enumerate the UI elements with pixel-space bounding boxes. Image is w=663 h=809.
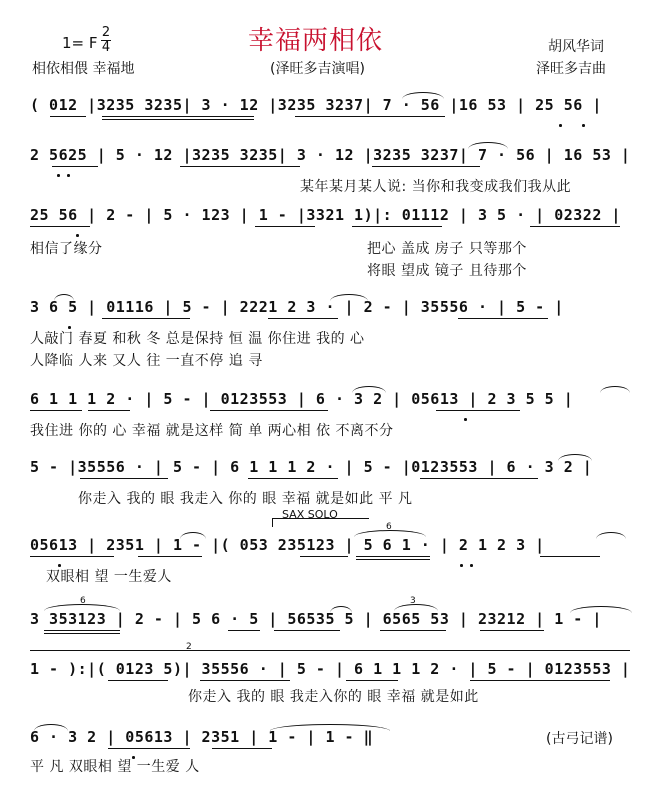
tuplet-marker: 6: [386, 522, 392, 532]
tuplet-marker: 2: [186, 642, 192, 652]
notation-line: 6 · 3 2 | 05613 | 2351 | 1 - | 1 - ‖: [30, 728, 374, 746]
notation-line: ( 012 |3235 3235| 3 · 12 |3235 3237| 7 · 56 |16 53 | 25 56 |: [30, 96, 602, 114]
score-row-10: [0, 728, 663, 775]
lyric-line-1: 你走入 我的 眼 我走入 你的 眼 幸福 就是如此 平 凡: [78, 491, 413, 507]
score-row-6: [0, 458, 663, 507]
key-signature: 1= F: [62, 34, 98, 52]
time-signature: [101, 26, 111, 55]
performer: (泽旺多吉演唱): [270, 61, 365, 77]
lyricist: 胡风华词: [548, 39, 604, 55]
lyric-line-1: 平 凡 双眼相 望 一生爱 人: [30, 759, 200, 775]
transcriber-note: (古弓记谱): [546, 731, 613, 747]
tuplet-marker: 3: [410, 596, 416, 606]
subtitle-left: 相依相偎 幸福地: [32, 61, 135, 77]
lyric-line-1: 相信了缘分: [30, 241, 103, 257]
song-title: 幸福两相依: [248, 26, 384, 56]
score-row-1: [0, 96, 663, 136]
score-row-4: [0, 298, 663, 369]
score-row-7: [0, 522, 663, 585]
score-row-2: [0, 146, 663, 195]
notation-line: 2 5625 | 5 · 12 |3235 3235| 3 · 12 |3235 3237| 7 · 56 | 16 53 |: [30, 146, 631, 164]
notation-line: 3 353123 | 2 - | 5 6 · 5 | 56535 5 | 6565 53 | 23212 | 1 - |: [30, 610, 602, 628]
lyric-line-1: 你走入 我的 眼 我走入你的 眼 幸福 就是如此: [188, 689, 479, 705]
lyric-line-1: 某年某月某人说: 当你和我变成我们我从此: [300, 179, 572, 195]
score-row-8: [0, 596, 663, 650]
time-denominator: 4: [101, 40, 111, 55]
notation-line: 6 1 1 1 2 · | 5 - | 0123553 | 6 · 3 2 | 05613 | 2 3 5 5 |: [30, 390, 574, 408]
notation-line: 3 6 5 | 01116 | 5 - | 2221 2 3 · | 2 - | 35556 · | 5 - |: [30, 298, 564, 316]
notation-line: 5 - |35556 · | 5 - | 6 1 1 1 2 · | 5 - |0123553 | 6 · 3 2 |: [30, 458, 593, 476]
score-row-9: [0, 660, 663, 705]
lyric-verse-2: 将眼 望成 镜子 且待那个: [367, 263, 527, 279]
notation-line: 1 - ):|( 0123 5)| 35556 · | 5 - | 6 1 1 1 2 · | 5 - | 0123553 |: [30, 660, 631, 678]
lyric-line-1: 我住进 你的 心 幸福 就是这样 简 单 两心相 依 不离不分: [30, 423, 394, 439]
lyric-verse-1: 把心 盖成 房子 只等那个: [367, 241, 527, 257]
lyric-line-1: 双眼相 望 一生爱人: [46, 569, 172, 585]
notation-line: 05613 | 2351 | 1 - |( 053 235123 | 5 6 1 · | 2 1 2 3 |: [30, 536, 545, 554]
time-numerator: 2: [101, 25, 111, 40]
tuplet-marker: 6: [80, 596, 86, 606]
lyric-verse-1: 人敲门 春夏 和秋 冬 总是保持 恒 温 你住进 我的 心: [30, 331, 365, 347]
notation-line: 25 56 | 2 - | 5 · 123 | 1 - |3321 1)|: 01112 | 3 5 · | 02322 |: [30, 206, 621, 224]
score-row-5: [0, 390, 663, 439]
composer: 泽旺多吉曲: [536, 61, 606, 77]
section-label: SAX SOLO: [282, 508, 338, 521]
lyric-verse-2: 人降临 人来 又人 往 一直不停 追 寻: [30, 353, 263, 369]
